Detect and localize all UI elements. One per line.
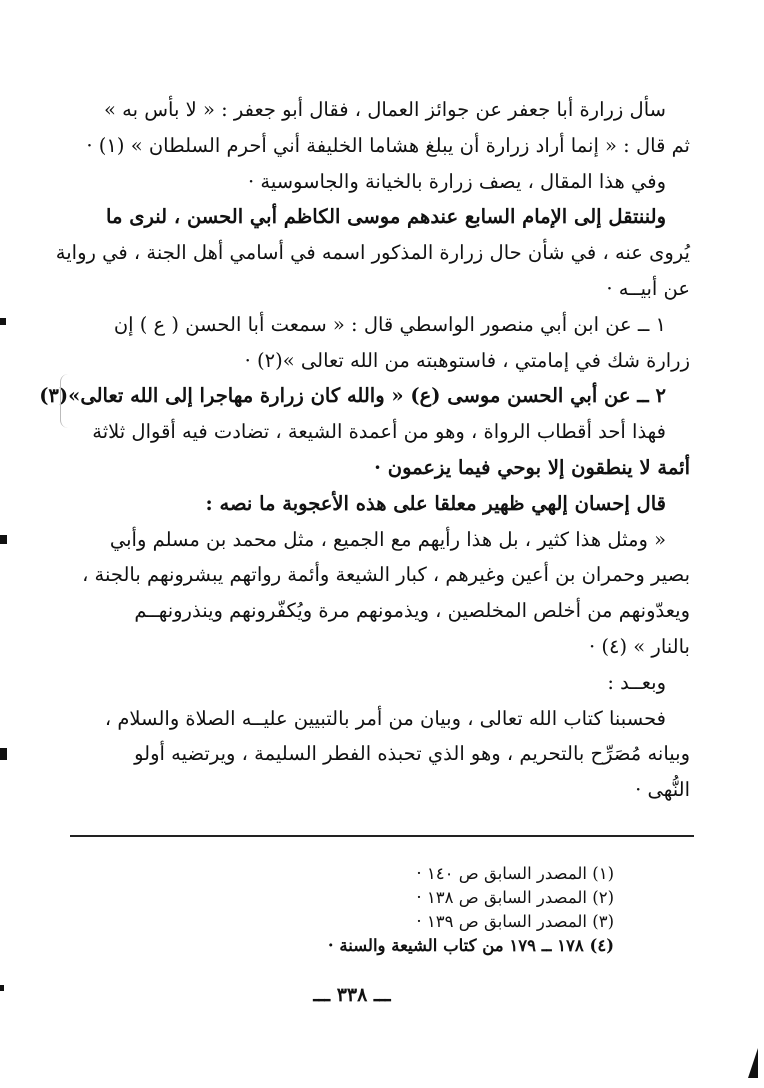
text-line: بالنار » (٤) · [589, 634, 690, 658]
text-line: ٢ ــ عن أبي الحسن موسى (ع) « والله كان زرارة مهاجرا إلى الله تعالى»(٣) [39, 384, 666, 408]
footnote-item: (٤) ١٧٨ ــ ١٧٩ من كتاب الشيعة والسنة · [327, 936, 614, 955]
text-line: ثم قال : « إنما أراد زرارة أن يبلغ هشاما الخليفة أني أحرم السلطان » (١) · [86, 133, 690, 157]
scan-mark [0, 748, 7, 760]
text-line: « ومثل هذا كثير ، بل هذا رأيهم مع الجميع ، مثل محمد بن مسلم وأبي [109, 527, 666, 551]
text-line: فحسبنا كتاب الله تعالى ، وبيان من أمر بالتبيين عليــه الصلاة والسلام ، [104, 706, 666, 730]
text-line: ١ ــ عن ابن أبي منصور الواسطي قال : « سمعت أبا الحسن ( ع ) إن [113, 312, 666, 336]
text-line: قال إحسان إلهي ظهير معلقا على هذه الأعجوبة ما نصه : [205, 491, 666, 515]
text-line: سأل زرارة أبا جعفر عن جوائز العمال ، فقال أبو جعفر : « لا بأس به » [104, 98, 666, 121]
text-line: وبعــد : [607, 670, 666, 694]
scan-mark [748, 1048, 758, 1078]
text-line: زرارة شك في إمامتي ، فاستوهبته من الله تعالى »(٢) · [244, 348, 690, 372]
scan-mark [0, 318, 6, 325]
text-line: فهذا أحد أقطاب الرواة ، وهو من أعمدة الشيعة ، تضادت فيه أقوال ثلاثة [92, 420, 666, 444]
footnotes [194, 862, 614, 958]
text-line: وفي هذا المقال ، يصف زرارة بالخيانة والجاسوسية · [247, 169, 666, 193]
text-line: يُروى عنه ، في شأن حال زرارة المذكور اسمه في أسامي أهل الجنة ، في رواية [55, 241, 690, 265]
margin-bracket-mark [60, 374, 71, 428]
footnote-item: (١) المصدر السابق ص ١٤٠ · [416, 864, 614, 883]
scan-mark [0, 985, 4, 991]
text-line: عن أبيــه · [606, 276, 690, 300]
footnote-item: (٣) المصدر السابق ص ١٣٩ · [416, 912, 614, 931]
text-line: ويعدّونهم من أخلص المخلصين ، ويذمونهم مرة ويُكفّرونهم وينذرونهــم [134, 599, 690, 623]
footnote-item: (٢) المصدر السابق ص ١٣٨ · [416, 888, 614, 907]
text-line: وبيانه مُصَرِّح بالتحريم ، وهو الذي تحبذه الفطر السليمة ، ويرتضيه أولو [134, 742, 690, 766]
page-number: ـــ ٣٣٨ ـــ [313, 984, 391, 1006]
scan-mark [0, 535, 7, 544]
text-line: بصير وحمران بن أعين وغيرهم ، كبار الشيعة وأئمة رواتهم يبشرونهم بالجنة ، [82, 563, 690, 587]
main-text [39, 92, 690, 808]
text-line: أئمة لا ينطقون إلا بوحي فيما يزعمون · [374, 455, 690, 479]
footnote-separator [70, 835, 694, 837]
text-line: النُّهى · [635, 778, 690, 802]
text-line: ولننتقل إلى الإمام السابع عندهم موسى الكاظم أبي الحسن ، لنرى ما [106, 205, 666, 229]
